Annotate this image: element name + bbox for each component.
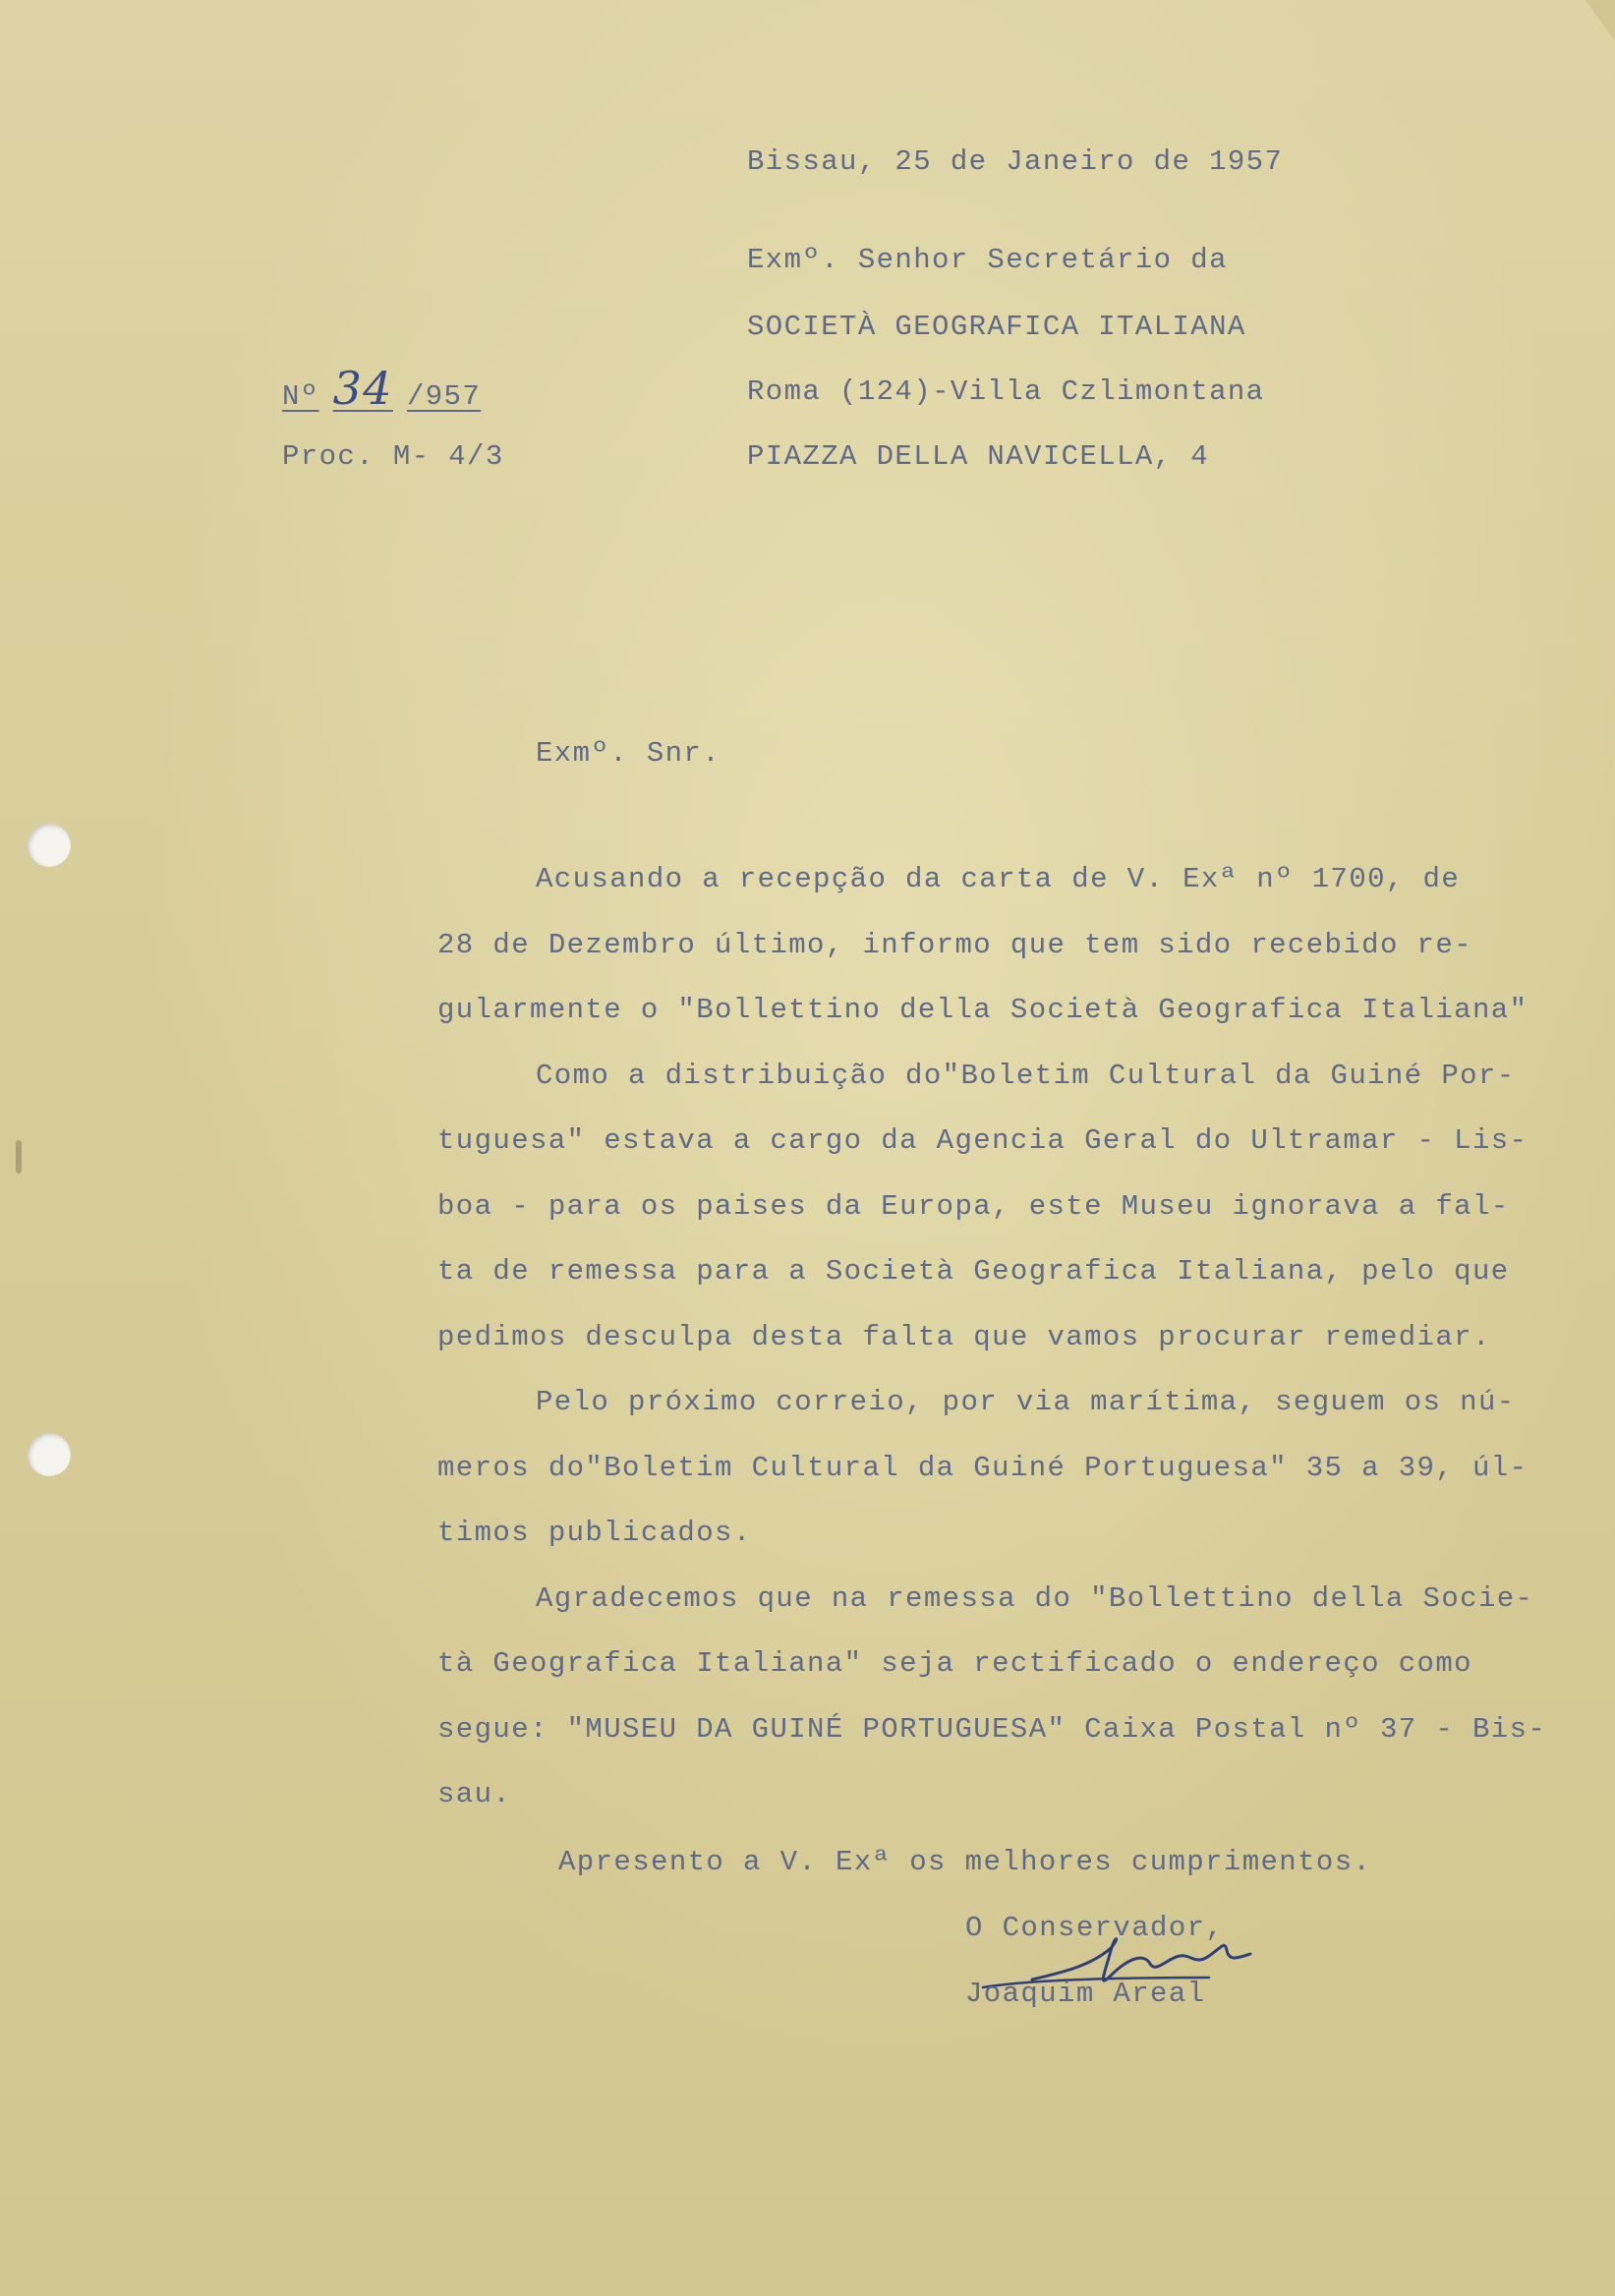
body-line: boa - para os paises da Europa, este Museu ignorava a fal-	[437, 1190, 1510, 1223]
recipient-salutation: Exmº. Senhor Secretário da	[747, 244, 1228, 276]
reference-number-handwritten: 34	[332, 362, 393, 415]
reference-number-prefix: Nº	[282, 380, 319, 413]
body-line: pedimos desculpa desta falta que vamos procurar remediar.	[437, 1321, 1491, 1353]
reference-number-year: /957	[406, 380, 482, 413]
folded-corner	[1586, 0, 1615, 41]
body-line: Agradecemos que na remessa do "Bollettino della Socie-	[536, 1582, 1534, 1615]
body-line: Acusando a recepção da carta de V. Exª nº 1700, de	[536, 863, 1461, 895]
body-line: 28 de Dezembro último, informo que tem sido recebido re-	[437, 929, 1472, 961]
reference-number	[282, 362, 481, 415]
body-line: meros do"Boletim Cultural da Guiné Portuguesa" 35 a 39, úl-	[437, 1452, 1528, 1484]
body-line: Pelo próximo correio, por via marítima, seguem os nú-	[536, 1386, 1516, 1418]
body-line: tuguesa" estava a cargo da Agencia Geral do Ultramar - Lis-	[437, 1124, 1528, 1157]
punch-hole-top	[28, 824, 71, 867]
body-line: gularmente o "Bollettino della Società Geografica Italiana"	[437, 994, 1528, 1026]
recipient-address: PIAZZA DELLA NAVICELLA, 4	[747, 440, 1210, 473]
body-line: segue: "MUSEU DA GUINÉ PORTUGUESA" Caixa Postal nº 37 - Bis-	[437, 1713, 1547, 1746]
punch-hole-bottom	[28, 1433, 71, 1476]
body-line: sau.	[437, 1778, 512, 1810]
body-line: timos publicados.	[437, 1517, 752, 1549]
body-line: tà Geografica Italiana" seja rectificado o endereço como	[437, 1647, 1472, 1680]
signatory-name: Joaquim Areal	[965, 1978, 1206, 2010]
body-line: ta de remessa para a Società Geografica Italiana, pelo que	[437, 1255, 1510, 1288]
body-line: Como a distribuição do"Boletim Cultural da Guiné Por-	[536, 1060, 1516, 1092]
staple-mark	[16, 1140, 22, 1174]
place-date: Bissau, 25 de Janeiro de 1957	[747, 145, 1284, 178]
body-line: Apresento a V. Exª os melhores cumprimentos.	[558, 1846, 1372, 1878]
process-reference: Proc. M- 4/3	[282, 440, 504, 473]
recipient-org: SOCIETÀ GEOGRAFICA ITALIANA	[747, 311, 1246, 343]
closing-title: O Conservador,	[965, 1912, 1225, 1944]
signature-text	[0, 0, 1, 1]
recipient-city: Roma (124)-Villa Czlimontana	[747, 375, 1265, 408]
greeting: Exmº. Snr.	[536, 737, 721, 770]
